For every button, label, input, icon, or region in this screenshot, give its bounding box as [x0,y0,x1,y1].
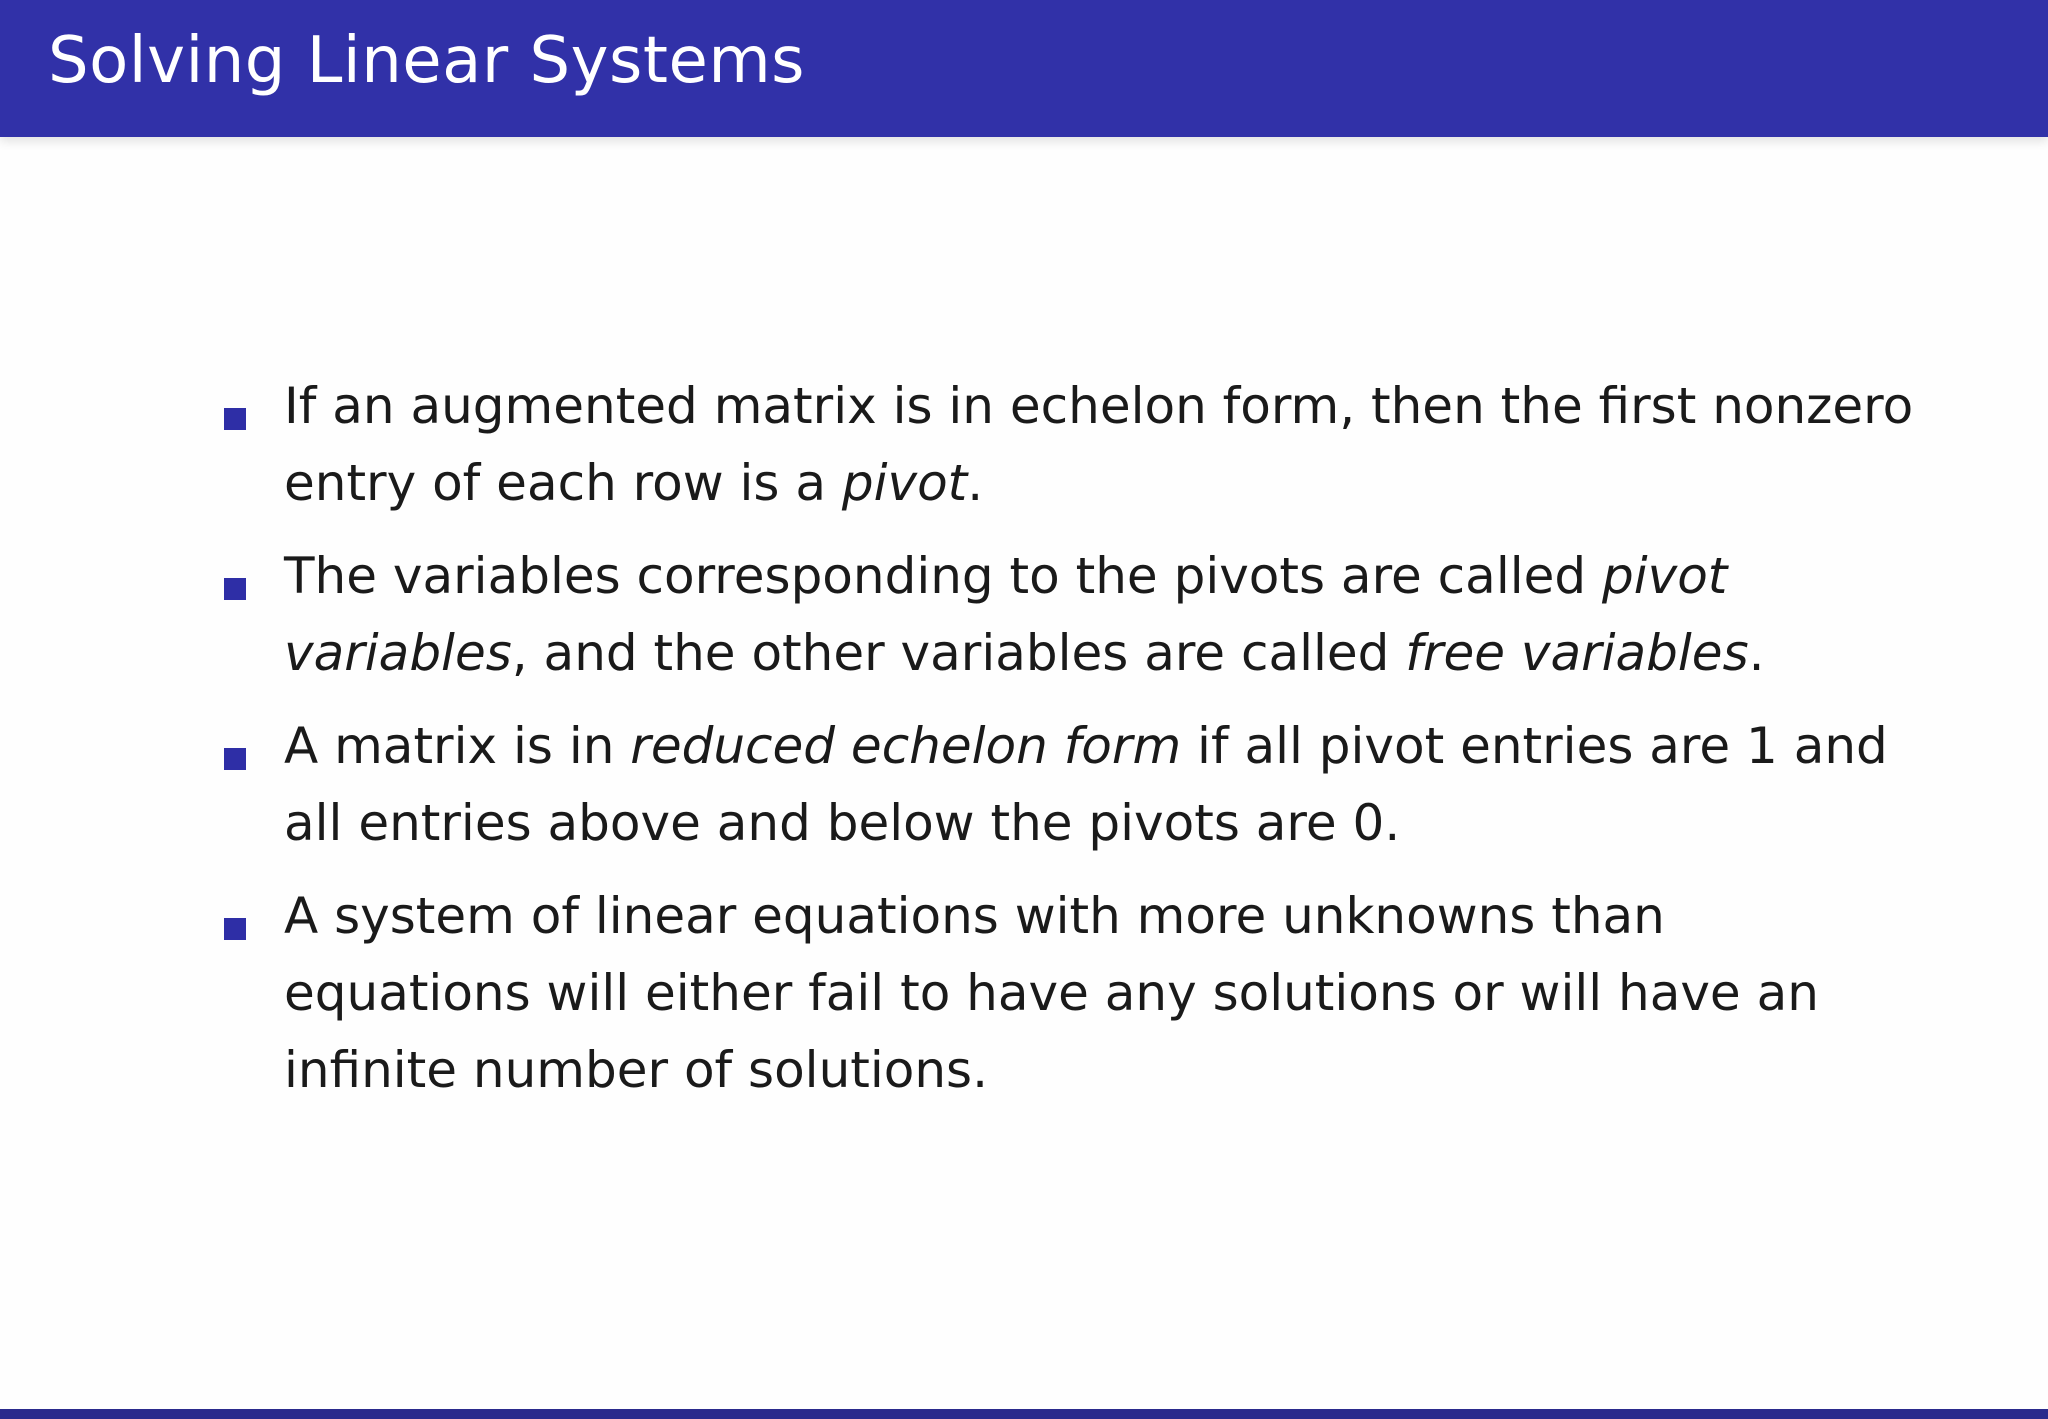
bullet-text-3 [284,717,1888,852]
slide-title: Solving Linear Systems [48,24,805,98]
bullet-text-2 [284,547,1765,682]
bullet-text-1 [284,377,1913,512]
bullet-item-2 [222,538,1922,692]
bullet-list [222,368,1922,1125]
bullet-2-segment-4: free variables [1405,624,1749,682]
bullet-3-segment-1: A matrix is in [284,717,631,775]
bullet-2-segment-3: , and the other variables are called [511,624,1406,682]
bullet-3-segment-3: if all pivot entries are 1 and all entries above and below the pivots are 0. [284,717,1888,852]
square-bullet-icon [224,748,246,770]
bullet-3-segment-2: reduced echelon form [630,717,1182,775]
bottom-bar [0,1409,2048,1419]
square-bullet-icon [224,578,246,600]
bullet-2-segment-2: pivot variables [284,547,1728,682]
bullet-2-segment-1: The variables corresponding to the pivots are called [284,547,1602,605]
square-bullet-icon [224,918,246,940]
bullet-item-4 [222,878,1922,1109]
bullet-item-3 [222,708,1922,862]
bullet-item-1 [222,368,1922,522]
bullet-1-segment-1: If an augmented matrix is in echelon form, then the first nonzero entry of each row is a [284,377,1914,512]
bullet-1-segment-3: . [967,454,984,512]
square-bullet-icon [224,408,246,430]
bullet-text-4 [284,887,1819,1099]
bullet-1-segment-2: pivot [841,454,968,512]
title-bar [0,0,2048,137]
bullet-4-segment-1: A system of linear equations with more unknowns than equations will either fail to have any solutions or will have an infinite number of solutions. [284,887,1819,1099]
bullet-2-segment-5: . [1748,624,1765,682]
